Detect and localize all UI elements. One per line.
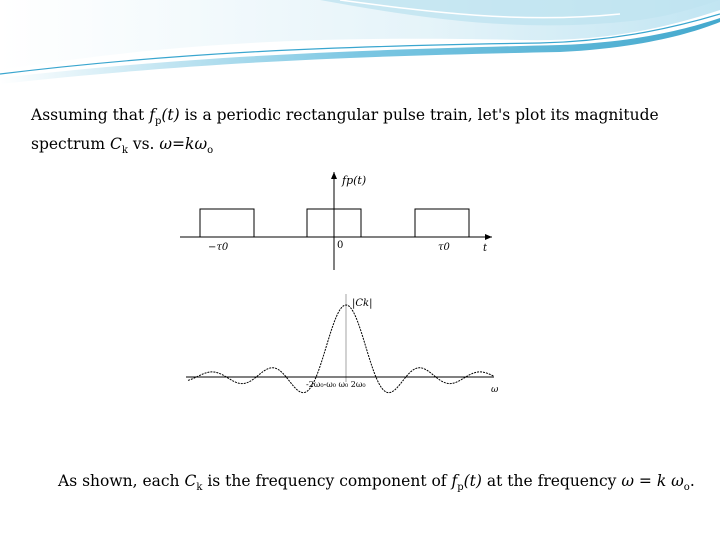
intro-arg: (t) (161, 106, 180, 124)
magnitude-spectrum-figure (186, 292, 498, 414)
conclusion-C-sub: k (196, 482, 203, 494)
intro-C: C (109, 135, 122, 154)
intro-vs: vs. (127, 135, 160, 154)
spectrum-y-label: |Ck| (352, 298, 373, 309)
conclusion-middle: is the frequency component of (202, 472, 452, 490)
pulse-vertical-axis-arrow (331, 172, 337, 179)
intro-f: f (149, 106, 155, 124)
intro-middle: is a periodic rectangular pulse train, let's plot its magnitude spectrum (31, 106, 659, 154)
header-swoosh-decoration (0, 0, 720, 90)
conclusion-prefix: As shown, each (58, 472, 185, 490)
conclusion-f: f (451, 472, 458, 490)
pulse-y-label: fp(t) (342, 174, 367, 187)
intro-prefix: Assuming that (31, 106, 150, 124)
conclusion-omega-sub: o (683, 482, 690, 494)
pulse-tick-left: −τ0 (208, 242, 229, 253)
intro-paragraph (31, 104, 691, 162)
pulse-time-axis-arrow (485, 234, 492, 240)
conclusion-omega-eq: ω = k ω (621, 472, 684, 490)
spectrum-x-label: ω (491, 385, 498, 395)
pulse-right (415, 209, 469, 237)
pulse-tick-right: τ0 (438, 242, 450, 253)
conclusion-f-sub: p (457, 482, 464, 494)
intro-omega-eq: ω=kω (159, 135, 208, 154)
conclusion-paragraph (58, 470, 718, 499)
conclusion-arg: (t) (463, 472, 482, 490)
conclusion-mid2: at the frequency (481, 472, 622, 490)
conclusion-C: C (184, 472, 197, 490)
conclusion-end: . (689, 472, 695, 490)
intro-omega-sub: o (207, 145, 214, 157)
pulse-train-figure (180, 170, 492, 270)
intro-C-sub: k (121, 145, 128, 157)
pulse-left (200, 209, 254, 237)
pulse-x-label: t (483, 243, 488, 254)
intro-f-sub: p (154, 116, 162, 128)
pulse-tick-zero: 0 (337, 240, 344, 251)
spectrum-tick-labels: -2ω₀-ω₀ ω₀ 2ω₀ (306, 380, 366, 389)
